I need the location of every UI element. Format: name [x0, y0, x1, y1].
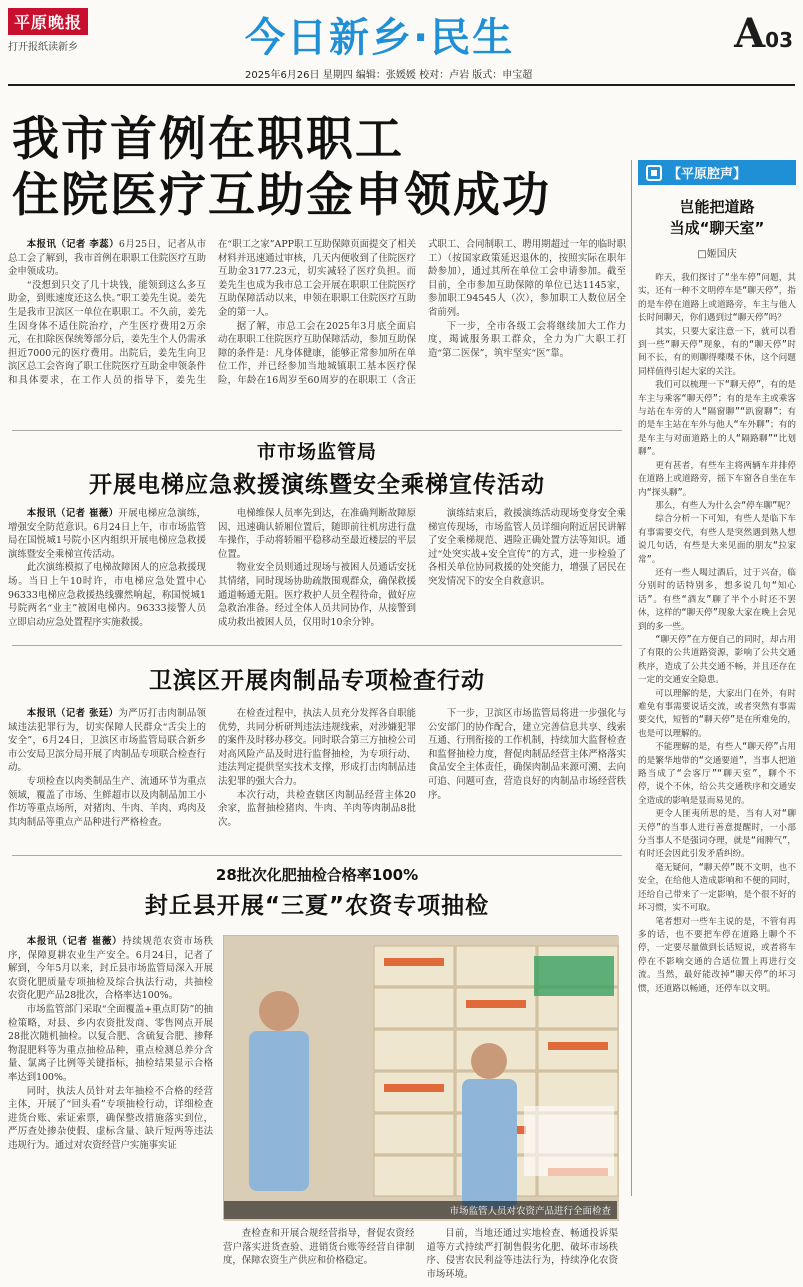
article4-body: [8, 935, 626, 1280]
sidebar-paragraph: 其实，只要大家注意一下，就可以看到一些“聊天停”现象，有的“聊天停”时间不长，有的则聊得喋喋不休，这个问题同样值得引起大家的关注。: [638, 326, 796, 377]
brand-block: [8, 8, 128, 53]
article3-paragraph: 专项检查以肉类制品生产、流通环节为重点领域，覆盖了市场、生鲜超市以及肉制品加工小作坊等重点场所，对猪肉、牛肉、羊肉、鸡肉及其肉制品等重点产品种进行严格检查。: [8, 775, 206, 828]
photo-illustration: [224, 936, 619, 1221]
sidebar-title-line1: 岂能把道路: [679, 198, 755, 216]
sidebar-author: □姬国庆: [697, 249, 737, 260]
article-2: [8, 430, 626, 647]
photo-caption: 市场监管人员对农资产品进行全面检查: [224, 1201, 617, 1219]
sidebar-title-line2: 当成“聊天室”: [669, 219, 765, 237]
article-1: [8, 112, 626, 428]
article4-headline: 封丘县开展“三夏”农资专项抽检: [144, 893, 490, 919]
article2-paragraph: 此次演练模拟了电梯故障困人的应急救援现场。当日上午10时许，市电梯应急处置中心96333电梯应急救援热线骤然响起，称国悦城1号院两名“业主”被困电梯内。96333接警人员立即启动应急处置程序实施救援。: [8, 562, 206, 628]
sidebar-paragraph: 不能理解的是，有些人“聊天停”占用的是繁华地带的“交通要道”，当事人把道路当成了“会客厅”“聊天室”，聊个不停，说个不休，给公共交通秩序和交通安全造成的影响是显而易见的。: [638, 742, 796, 806]
divider: [12, 645, 622, 646]
article4-paragraph: 目前，当地还通过实地检查、畅通投诉渠道等方式持续严打制售假劣化肥、破坏市场秩序、侵害农民利益等违法行为，持续净化农资市场环境。: [426, 1228, 618, 1280]
article-4: [8, 855, 626, 1280]
article4-bottom-columns: [223, 1227, 618, 1287]
article3-lead: 本报讯（记者 张廷）: [26, 708, 119, 719]
article1-paragraph: 6月25日，记者从市总工会了解到，我市首例在职职工住院医疗互助金申领成功。: [8, 239, 206, 278]
page-number: [734, 10, 793, 57]
article2-paragraph: 开展电梯应急演练，增强安全防范意识。6月24日上午，市市场监管局在国悦城1号院小区内组织开展电梯应急救援演练暨安全乘梯宣传活动。: [8, 508, 206, 560]
article3-paragraph: 下一步，卫滨区市场监管局将进一步强化与公安部门的协作配合，建立完善信息共享、线索互通、行刑衔接的工作机制，持续加大监督检查和监督抽检力度，督促肉制品经营主体严格落实食品安全主体责任，确保肉制品来源可溯、去向可追、问题可查，营造良好的肉制品市场经营秩序。: [428, 708, 626, 801]
page-letter: A: [734, 10, 766, 57]
article4-left-column: [8, 935, 213, 1275]
page-digits: 03: [765, 28, 793, 52]
dateline: 2025年6月26日 星期四 编辑：张媛媛 校对：卢岩 版式：申宝超: [245, 70, 533, 81]
article2-headline: 开展电梯应急救援演练暨安全乘梯宣传活动: [89, 472, 545, 498]
divider: [12, 430, 622, 431]
column-separator: [631, 160, 632, 1196]
column-tag-label: 【平原腔声】: [668, 167, 747, 182]
sidebar-paragraph: 那么，有些人为什么会“停车聊”呢？: [655, 500, 795, 511]
article2-kicker: 市市场监管局: [256, 441, 377, 463]
main-column: [8, 90, 626, 1280]
header-rule: [8, 84, 795, 86]
article1-paragraph: 据了解，市总工会在2025年3月底全面启动在职职工住院医疗互助保障活动，参加互助保障的条件是：凡身体健康，能够正常参加所在单位工作，并已经参加当地城镇职工基本医疗保险，年龄在16周岁至60周岁的在职职工（含正式职工、合同制职工、聘用期超过一年的临时职工）（按国家政策延迟退休的，按照实际在职年龄参加），通过其所在单位工会申请参加。截至目前，全市参加互助保障的单位已达1145家，参加职工94545人（次），参加职工人数位居全省前列。: [218, 239, 626, 386]
article-3: [8, 645, 626, 887]
article4-lead: 本报讯（记者 崔薇）: [26, 936, 123, 947]
brand-slogan: 打开报纸读新乡: [8, 42, 78, 53]
article4-paragraph: 持续规范农资市场秩序，保障夏耕农业生产安全。6月24日，记者了解到，今年5月以来，封丘县市场监管局深入开展农资化肥质量专项抽检及综合执法行动，共抽检农资化肥产品28批次，合格率达100%。: [8, 936, 213, 1002]
article1-headline-line2: 住院医疗互助金申领成功: [12, 168, 551, 223]
article2-lead: 本报讯（记者 崔薇）: [26, 508, 119, 519]
article2-paragraph: 演练结束后，救援演练活动现场变身安全乘梯宣传现场，市场监管人员详细向附近居民讲解了安全乘梯规范、遇险正确处置方法等知识。通过“处突实战+安全宣传”的方式，进一步检验了各相关单位协同救援的处突能力，增强了居民在突发情况下的安全自救意识。: [428, 508, 626, 587]
section-title: 今日新乡·民生: [245, 15, 515, 61]
article1-headline: [12, 112, 626, 224]
sidebar-paragraph: 更有甚者，有些车主将两辆车并排停在道路上或道路旁，摇下车窗各自坐在车内“探头聊”。: [638, 460, 796, 498]
sidebar-paragraph: “聊天停”在方便自己的同时，却占用了有限的公共道路资源，影响了公共交通秩序，造成了公共交通不畅，并且还存在一定的交通安全隐患。: [638, 634, 796, 686]
article2-paragraph: 电梯维保人员率先到达，在准确判断故障原因、迅速确认轿厢位置后，随即前往机房进行盘车操作，手动将轿厢平稳移动至最近楼层的平层位置。: [218, 508, 416, 560]
article4-kicker: 28批次化肥抽检合格率100%: [215, 866, 419, 884]
sidebar-body: [638, 272, 796, 996]
sidebar-paragraph: 更令人匪夷所思的是，当有人对“聊天停”的当事人进行善意提醒时，一小部分当事人不是强词夺理，就是“闹脾气”，有时还会因此引发矛盾纠纷。: [638, 809, 796, 860]
column-tag-icon: [646, 165, 662, 181]
article4-paragraph: 同时，执法人员针对去年抽检不合格的经营主体，开展了“回头看”专项抽检行动，详细检查进货台账、索证索票，确保整改措施落实到位，严厉查处掺杂使假、虚标含量、缺斤短两等违法违规行为。通过对农资经营户实施事实证: [8, 1085, 213, 1151]
article4-paragraph: 市场监管部门采取“全面覆盖+重点盯防”的抽检策略，对县、乡内农资批发商、零售网点开展28批次随机抽检。以复合肥、含硫复合肥、掺释物混肥料等为重点抽检品种，重点检测总养分含量、氯离子比例等关键指标，抽检结果显示合格率达到100%。: [8, 1003, 213, 1083]
divider: [12, 855, 622, 856]
column-tag: [638, 160, 796, 185]
article2-body: [8, 507, 626, 647]
sidebar-paragraph: 还有一些人喝过酒后，过于兴奋，临分别时的话特别多，想多说几句“知心话”。有些“酒友”聊了半个小时还不罢休，这样的“聊天停”现象大家在晚上会见到的多一些。: [638, 567, 796, 632]
article3-paragraph: 为严厉打击肉制品领域违法犯罪行为，切实保障人民群众“舌尖上的安全”，6月24日，卫滨区市场监管局联合新乡市公安局卫滨分局开展了肉制品专项联合检查行动。: [8, 708, 206, 774]
sidebar-paragraph: 笔者想对一些车主说的是，不管有再多的话，也不要把车停在道路上聊个不停，一定要尽量做到长话短说，或者将车停在不影响交通的合适位置上再进行交流。当然，最好能改掉“聊天停”的坏习惯，还道路以畅通，还停车以文明。: [638, 916, 796, 994]
article3-paragraph: 本次行动，共检查辖区肉制品经营主体20余家，监督抽检猪肉、牛肉、羊肉等肉制品8批次。: [218, 789, 416, 828]
sidebar-paragraph: 我们可以梳理一下“聊天停”，有的是车主与乘客“聊天停”；有的是车主或乘客与站在车旁的人“隔窗聊”“趴窗聊”；有的是车主站在车外与他人“车外聊”；有的是车主与对面道路上的人“隔路聊”“比划聊”。: [638, 380, 796, 458]
page-header: [0, 0, 803, 82]
fertilizer-inspection-photo: [223, 935, 618, 1220]
sidebar-paragraph: 可以理解的是，大家出门在外，有时难免有事需要说话交流，或者突然有事需要交代，短暂的“聊天停”是在所难免的，也是可以理解的。: [638, 688, 796, 739]
sidebar-paragraph: 综合分析一下可知，有些人是临下车有事需要交代，有些人是突然遇到熟人想说几句话，有些是大来见面的朋友“拉家常”。: [638, 514, 796, 565]
article1-paragraph: “没想到只交了几十块钱，能领到这么多互助金，到账速度还这么快。”职工姜先生说。姜先生是我市卫滨区一单位在职职工。不久前，姜先生因身体不适住院治疗，产生医疗费用2万余元，在扣除医保统筹部分后，姜先生个人仍需承担近7000元的医疗费用。出院后，姜先生向卫滨区总工会咨询了职工住院医疗互助金申领条件和具体要求，在工作人员的指导下，姜先生在“职工之家”APP职工互助保障页面提交了相关材料并迅速通过审核，几天内便收到了住院医疗互助金3177.23元，切实减轻了医疗负担。而姜先生也成为我市总工会开展在职职工住院医疗互助保障活动以来，申领在职职工住院医疗互助金的第一人。: [8, 239, 416, 386]
article2-paragraph: 物业安全员则通过现场与被困人员通话安抚其情绪，同时现场协助疏散围观群众，确保救援通道畅通无阻。医疗救护人员全程待命，做好应急救治准备。经过全体人员共同协作，从接警到成功救出被困人员，仅用时10余分钟。: [218, 562, 416, 628]
sidebar-paragraph: 昨天，我们探讨了“坐车停”问题，其实，还有一种不文明停车是“聊天停”，指的是车停在道路上或道路旁，车主与他人长时间聊天，你们遇到过“聊天停”吗？: [638, 273, 796, 324]
article1-lead: 本报讯（记者 李蕊）: [26, 239, 119, 250]
article4-paragraph: 查检查和开展合规经营指导，督促农资经营户落实进货查验、进销货台账等经营自律制度，保障农资生产供应和价格稳定。: [223, 1228, 415, 1267]
article1-body: [8, 238, 626, 428]
article3-paragraph: 在检查过程中，执法人员充分发挥各自职能优势，共同分析研判违法违规线索，对涉嫌犯罪的案件及时移办移交。同时联合第三方抽检公司对高风险产品及时进行监督抽检，为专项行动、违法判定提供坚实技术支撑，形成打击肉制品违法犯罪的强大合力。: [218, 708, 416, 787]
article1-paragraph: 下一步，全市各级工会将继续加大工作力度，竭诚服务职工群众，全力为广大职工打造“第二医保”，筑牢坚实“医”靠。: [428, 320, 626, 359]
newspaper-logo: 平原晚报: [8, 8, 88, 35]
sidebar-column: [638, 160, 796, 1196]
sidebar-title: [638, 197, 796, 239]
article3-headline: 卫滨区开展肉制品专项检查行动: [149, 668, 485, 694]
sidebar-paragraph: 毫无疑问，“聊天停”既不文明，也不安全，在给他人造成影响和不便的同时，还给自己带来了一定影响，是个很不好的坏习惯，实不可取。: [638, 862, 796, 914]
article1-headline-line1: 我市首例在职职工: [12, 112, 404, 167]
